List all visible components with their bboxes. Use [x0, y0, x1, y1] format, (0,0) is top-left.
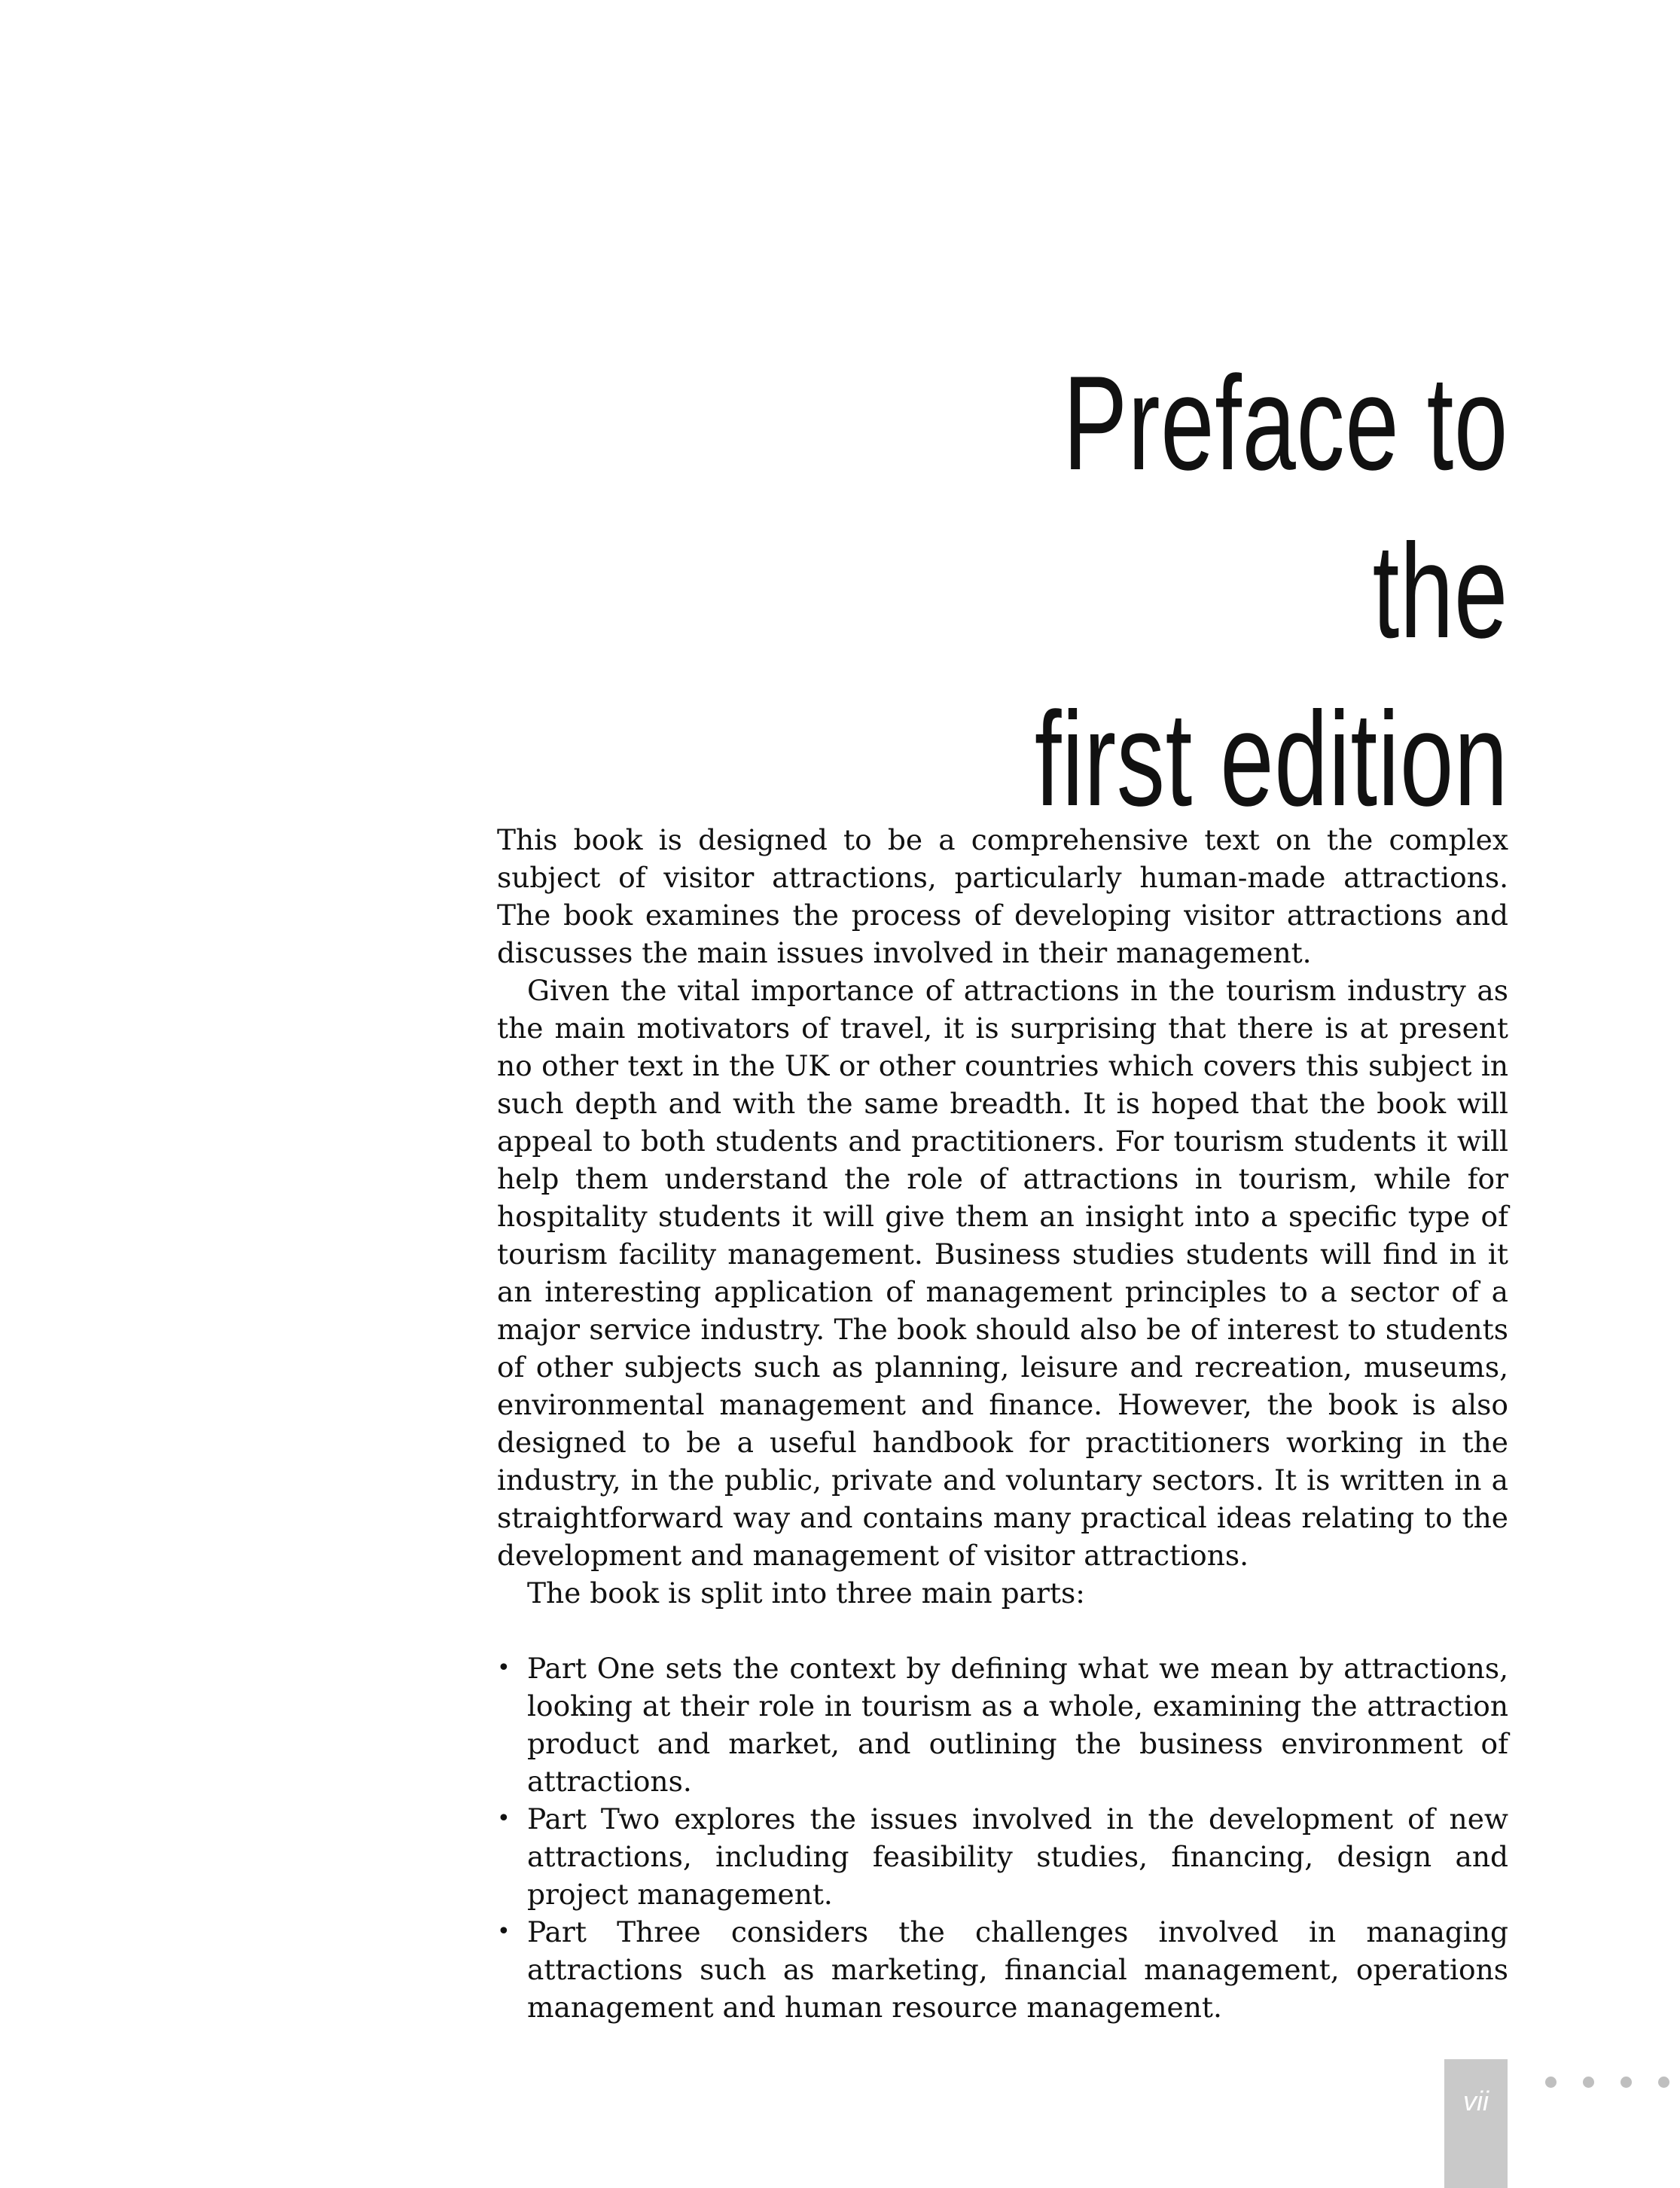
list-item-part-two: [497, 1800, 1508, 1913]
chapter-title-line-2: first edition: [1034, 684, 1508, 834]
page-number-strip: [1444, 2059, 1508, 2188]
list-item-text: Part Three considers the challenges involved in managing attractions such as marketing, financial management, operations management and human resource management.: [527, 1915, 1508, 2024]
chapter-title: [912, 339, 1508, 843]
dot-icon: [1545, 2077, 1557, 2088]
list-item-part-one: [497, 1649, 1508, 1800]
list-item-text: Part Two explores the issues involved in the development of new attractions, including feasibility studies, financing, design and project management.: [527, 1802, 1508, 1911]
paragraph-book-structure: The book is split into three main parts:: [527, 1576, 1085, 1610]
bullet-icon: •: [497, 1918, 511, 1945]
dot-icon: [1621, 2077, 1632, 2088]
bullet-icon: •: [497, 1655, 511, 1681]
paragraph-intro: This book is designed to be a comprehensive text on the complex subject of visitor attractions, particularly human-made attractions. The book examines the process of developing visitor attractions and discusses the main issues involved in their management.: [497, 823, 1508, 969]
list-item-text: Part One sets the context by defining what we mean by attractions, looking at their role in tourism as a whole, examining the attraction product and market, and outlining the business environment of attractions.: [527, 1652, 1508, 1798]
dot-icon: [1583, 2077, 1594, 2088]
parts-list: [497, 1649, 1508, 2026]
page-number: vii: [1463, 2086, 1489, 2116]
bullet-icon: •: [497, 1805, 511, 1832]
list-item-part-three: [497, 1913, 1508, 2026]
dot-icon: [1658, 2077, 1669, 2088]
paragraph-importance: Given the vital importance of attractions in the tourism industry as the main motivators of travel, it is surprising that there is at present no other text in the UK or other countries which covers this subject in such depth and with the same breadth. It is hoped that the book will appeal to both students and practitioners. For tourism students it will help them understand the role of attractions in tourism, while for hospitality students it will give them an insight into a specific type of tourism facility management. Business studies students will find in it an interesting application of management principles to a sector of a major service industry. The book should also be of interest to students of other subjects such as planning, leisure and recreation, museums, environmental management and finance. However, the book is also designed to be a useful handbook for practitioners working in the industry, in the public, private and voluntary sectors. It is written in a straightforward way and contains many practical ideas relating to the development and management of visitor attractions.: [497, 974, 1508, 1572]
decorative-dots: [1536, 2077, 1680, 2095]
chapter-title-line-1: Preface to the: [1063, 348, 1508, 666]
preface-body: [497, 821, 1508, 2026]
